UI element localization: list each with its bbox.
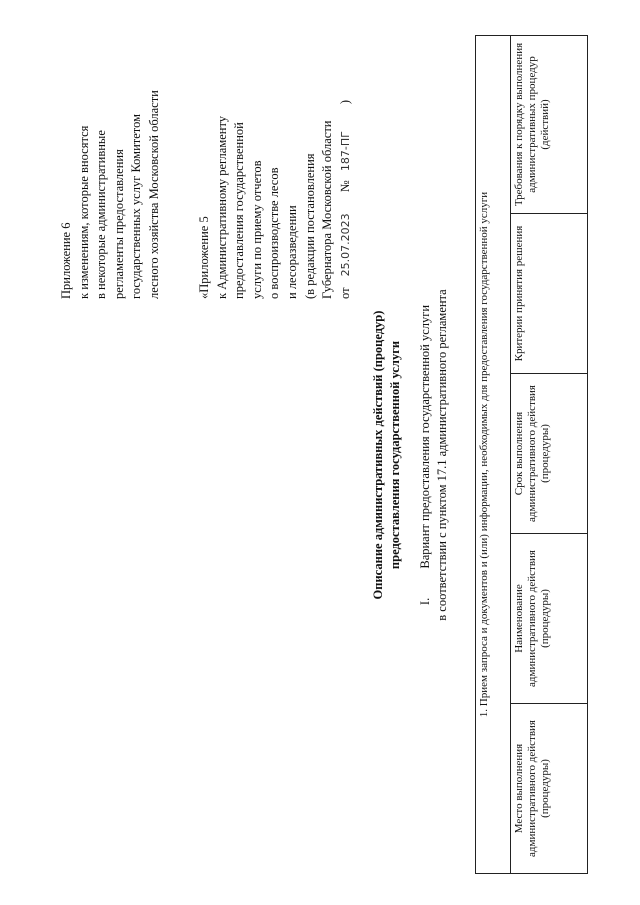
section-line-2: в соответствии с пунктом 17.1 административного регламента bbox=[435, 289, 449, 621]
appendix-6-line: Приложение 6 bbox=[59, 222, 73, 299]
appendix-5-block bbox=[196, 100, 354, 299]
appendix-5-line: услуги по приему отчетов bbox=[249, 160, 264, 299]
appendix-6-line: государственных услуг Комитетом bbox=[129, 113, 144, 299]
column-header: Место выполнения административного действия (процедуры) bbox=[511, 704, 588, 874]
date-prefix: от bbox=[337, 287, 352, 299]
appendix-5-line: о воспроизводстве лесов bbox=[267, 167, 282, 299]
table-section-cell: 1. Прием запроса и документов и (или) информации, необходимых для предоставления государственной услуги bbox=[476, 35, 511, 873]
appendix-5-line: к Административному регламенту bbox=[214, 115, 229, 299]
resolution-number: 187-ПГ bbox=[338, 131, 352, 172]
appendix-6-block bbox=[58, 90, 164, 299]
close-paren: ) bbox=[337, 99, 352, 105]
title-line-2: предоставления государственной услуги bbox=[388, 340, 402, 570]
column-header: Наименование административного действия (процедуры) bbox=[511, 534, 588, 704]
title-line-1: Описание административных действий (процедур) bbox=[371, 310, 385, 600]
resolution-date-number bbox=[337, 100, 355, 299]
appendix-6-line: регламенты предоставления bbox=[111, 149, 126, 299]
column-header: Критерии принятия решения bbox=[511, 214, 588, 374]
appendix-6-line: лесного хозяйства Московской области bbox=[146, 90, 161, 299]
section-number: I. bbox=[418, 597, 432, 606]
number-prefix: № bbox=[337, 180, 352, 193]
section-line-1: Вариант предоставления государственной услуги bbox=[418, 304, 432, 569]
column-header: Требования к порядку выполнения административных процедур (действий) bbox=[511, 35, 588, 213]
appendix-5-line: предоставления государственной bbox=[232, 122, 247, 299]
appendix-5-line: и лесоразведении bbox=[284, 205, 299, 299]
resolution-date: 25.07.2023 bbox=[338, 213, 352, 277]
appendix-6-line: в некоторые административные bbox=[94, 130, 109, 299]
procedures-table bbox=[475, 35, 588, 874]
section-heading bbox=[417, 175, 451, 735]
appendix-5-line: «Приложение 5 bbox=[197, 216, 211, 299]
table-header-row bbox=[511, 35, 588, 873]
column-header: Срок выполнения административного действия (процедуры) bbox=[511, 374, 588, 534]
appendix-6-line: к изменениям, которые вносятся bbox=[76, 125, 91, 299]
page-title bbox=[370, 155, 404, 755]
appendix-5-line: Губернатора Московской области bbox=[320, 120, 335, 299]
appendix-5-line: (в редакции постановления bbox=[302, 153, 317, 299]
table-section-row bbox=[476, 35, 511, 873]
